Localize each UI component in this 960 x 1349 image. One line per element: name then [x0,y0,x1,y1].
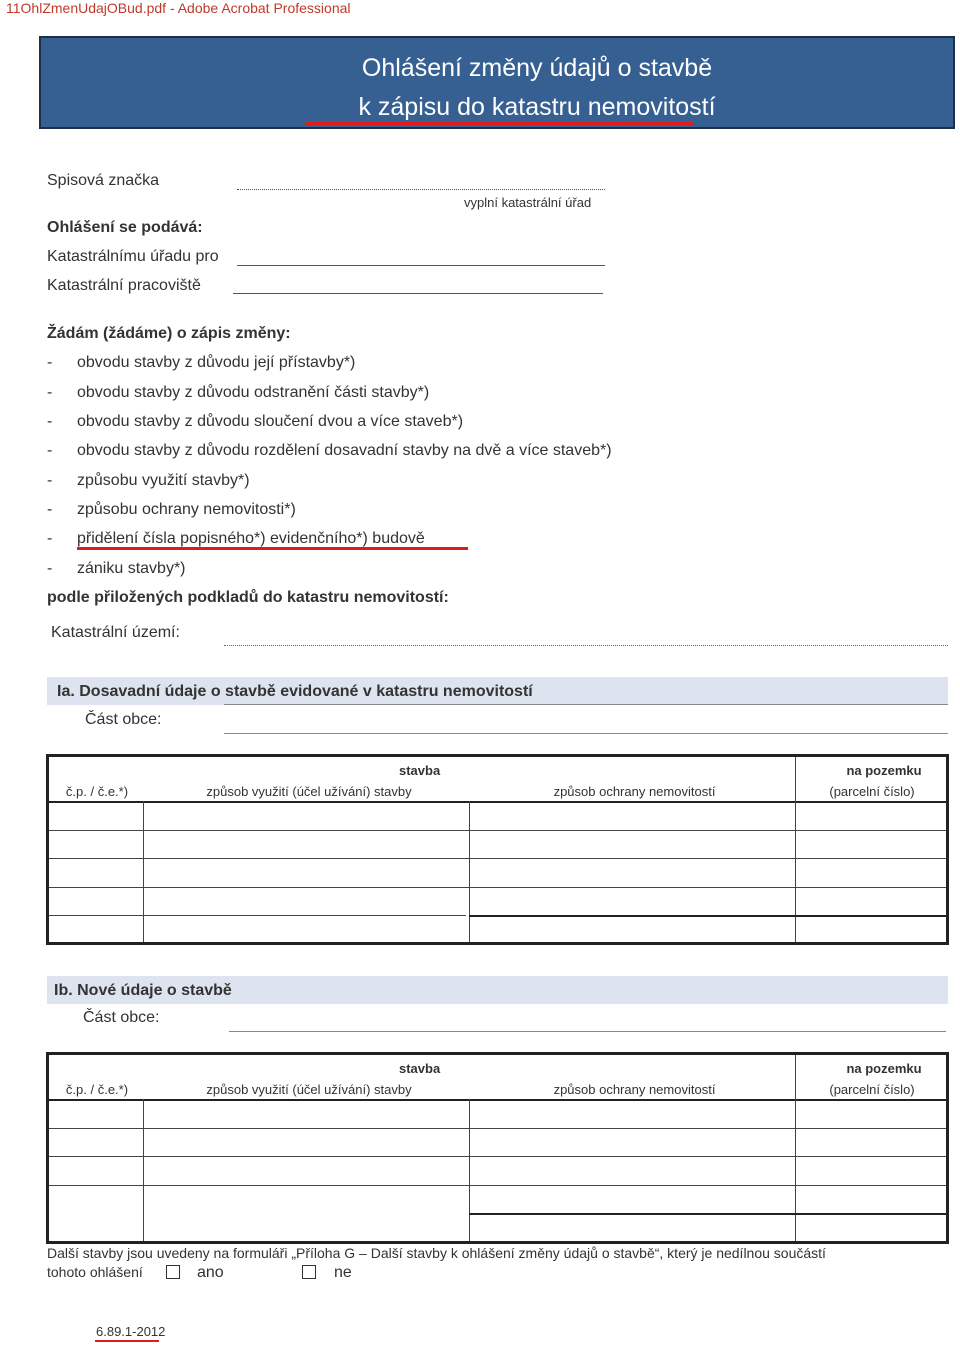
form-title-line1: Ohlášení změny údajů o stavbě [361,54,713,82]
th-stavba: stavba [399,763,441,778]
section-a-title: Ia. Dosavadní údaje o stavbě evidované v katastru nemovitostí [57,683,533,700]
th-ochrana: způsob ochrany nemovitostí [553,1082,716,1097]
form-title-line2: k zápisu do katastru nemovitostí [358,93,716,121]
form-code: 6.89.1-2012 [96,1324,166,1339]
th-pozemek: na pozemku [846,1061,922,1076]
form-code-underline [95,1340,159,1342]
pracoviste-field[interactable] [233,293,603,294]
list-item: - způsobu ochrany nemovitosti*) [47,501,296,518]
th-parcela: (parcelní číslo) [829,784,915,799]
uzemi-field[interactable] [224,645,948,646]
section-a-rule [224,704,948,705]
ano-label: ano [197,1264,224,1281]
th-ochrana: způsob ochrany nemovitostí [553,784,716,799]
list-item: - obvodu stavby z důvodu sloučení dvou a více staveb*) [47,413,464,430]
request-heading: Žádám (žádáme) o zápis změny: [47,325,291,342]
spisova-label: Spisová značka [47,172,160,189]
footer-note2: tohoto ohlášení [47,1264,143,1280]
th-pozemek: na pozemku [846,763,922,778]
list-item: - zániku stavby*) [47,560,186,577]
section-a-cast-label: Část obce: [85,711,162,728]
section-b-title: Ib. Nové údaje o stavbě [54,982,232,999]
podava-label: Ohlášení se podává: [47,219,203,236]
window-title: 11OhlZmenUdajOBud.pdf - Adobe Acrobat Professional [6,0,351,16]
th-cp: č.p. / č.e.*) [65,1082,129,1097]
pracoviste-label: Katastrální pracoviště [47,277,201,294]
urad-field[interactable] [237,265,605,266]
uzemi-label: Katastrální území: [51,624,180,641]
th-vyuziti: způsob využití (účel užívání) stavby [206,1082,412,1097]
spisova-field[interactable] [237,189,605,190]
ano-checkbox[interactable] [166,1265,180,1279]
request-closing: podle přiložených podkladů do katastru nemovitostí: [47,589,449,606]
footer-note: Další stavby jsou uvedeny na formuláři „Příloha G – Další stavby k ohlášení změny údajů o stavbě“, který je nedílnou součástí [47,1245,826,1261]
list-item: - obvodu stavby z důvodu odstranění části stavby*) [47,384,430,401]
list-item: - obvodu stavby z důvodu její přístavby*) [47,354,356,371]
section-b-cast-field[interactable] [229,1031,946,1032]
section-b-cast-label: Část obce: [83,1009,160,1026]
ne-label: ne [334,1264,352,1281]
th-parcela: (parcelní číslo) [829,1082,915,1097]
list-item: - obvodu stavby z důvodu rozdělení dosavadní stavby na dvě a více staveb*) [47,442,612,459]
title-underline [306,122,694,125]
table-a [46,754,949,945]
list-item: - přidělení čísla popisného*) evidenčního*) budově [47,530,425,547]
section-a-cast-field[interactable] [224,733,948,734]
list-item: - způsobu využití stavby*) [47,472,250,489]
form-header [39,36,955,129]
table-b [46,1052,949,1244]
th-vyuziti: způsob využití (účel užívání) stavby [206,784,412,799]
ne-checkbox[interactable] [302,1265,316,1279]
th-cp: č.p. / č.e.*) [65,784,129,799]
th-stavba: stavba [399,1061,441,1076]
fill-note: vyplní katastrální úřad [464,195,592,210]
urad-label: Katastrálnímu úřadu pro [47,248,219,265]
item-underline [77,547,468,550]
